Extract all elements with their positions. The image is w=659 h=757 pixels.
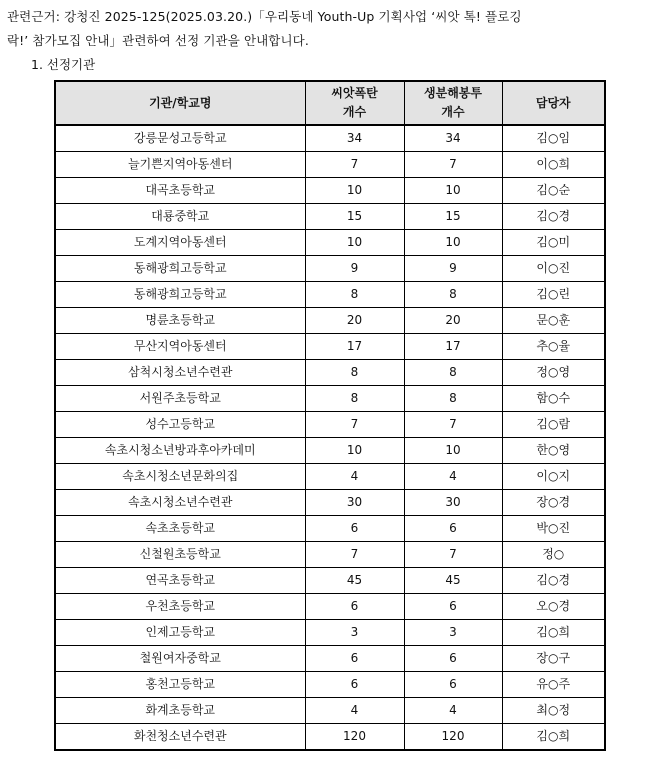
table-row xyxy=(55,308,605,334)
cell-manager: 정○ xyxy=(502,542,605,568)
cell-bag-count: 120 xyxy=(404,724,502,751)
cell-manager: 유○주 xyxy=(502,672,605,698)
cell-bag-count: 15 xyxy=(404,204,502,230)
header-seed-bomb-line-1: 씨앗폭탄 xyxy=(331,86,378,100)
cell-bag-count: 10 xyxy=(404,230,502,256)
cell-manager: 오○경 xyxy=(502,594,605,620)
cell-org-name: 삼척시청소년수련관 xyxy=(55,360,305,386)
header-bag-line-2: 개수 xyxy=(441,105,465,119)
intro-line-2: 락!’ 참가모집 안내」관련하여 선정 기관을 안내합니다. xyxy=(7,33,309,48)
cell-org-name: 서원주초등학교 xyxy=(55,386,305,412)
intro-line-1: 관련근거: 강청진 2025-125(2025.03.20.)「우리동네 Youth-Up 기획사업 ‘씨앗 톡! 플로깅 xyxy=(7,9,522,24)
table-row xyxy=(55,594,605,620)
cell-org-name: 성수고등학교 xyxy=(55,412,305,438)
table-row xyxy=(55,152,605,178)
header-bag-line-1: 생분해봉투 xyxy=(424,86,482,100)
cell-seed-bomb-count: 17 xyxy=(305,334,404,360)
cell-bag-count: 4 xyxy=(404,698,502,724)
table-row xyxy=(55,620,605,646)
cell-manager: 김○람 xyxy=(502,412,605,438)
cell-seed-bomb-count: 8 xyxy=(305,360,404,386)
cell-org-name: 강릉문성고등학교 xyxy=(55,125,305,152)
table-row xyxy=(55,282,605,308)
cell-seed-bomb-count: 45 xyxy=(305,568,404,594)
table-row xyxy=(55,516,605,542)
cell-org-name: 인제고등학교 xyxy=(55,620,305,646)
table-row xyxy=(55,490,605,516)
cell-seed-bomb-count: 120 xyxy=(305,724,404,751)
cell-org-name: 명륜초등학교 xyxy=(55,308,305,334)
table-row xyxy=(55,724,605,751)
table-row xyxy=(55,204,605,230)
cell-org-name: 속초시청소년수련관 xyxy=(55,490,305,516)
cell-org-name: 동해광희고등학교 xyxy=(55,256,305,282)
cell-bag-count: 4 xyxy=(404,464,502,490)
cell-seed-bomb-count: 6 xyxy=(305,672,404,698)
cell-manager: 장○경 xyxy=(502,490,605,516)
cell-seed-bomb-count: 6 xyxy=(305,516,404,542)
cell-seed-bomb-count: 10 xyxy=(305,438,404,464)
cell-org-name: 도계지역아동센터 xyxy=(55,230,305,256)
cell-seed-bomb-count: 7 xyxy=(305,542,404,568)
cell-manager: 김○임 xyxy=(502,125,605,152)
cell-bag-count: 6 xyxy=(404,516,502,542)
cell-manager: 김○경 xyxy=(502,568,605,594)
cell-bag-count: 8 xyxy=(404,386,502,412)
cell-bag-count: 45 xyxy=(404,568,502,594)
cell-org-name: 화계초등학교 xyxy=(55,698,305,724)
cell-manager: 한○영 xyxy=(502,438,605,464)
cell-seed-bomb-count: 8 xyxy=(305,282,404,308)
table-header-row xyxy=(55,81,605,125)
cell-bag-count: 7 xyxy=(404,412,502,438)
cell-manager: 김○경 xyxy=(502,204,605,230)
cell-manager: 김○미 xyxy=(502,230,605,256)
cell-org-name: 무산지역아동센터 xyxy=(55,334,305,360)
cell-manager: 최○정 xyxy=(502,698,605,724)
table-body xyxy=(55,125,605,750)
cell-seed-bomb-count: 20 xyxy=(305,308,404,334)
cell-bag-count: 6 xyxy=(404,672,502,698)
cell-bag-count: 10 xyxy=(404,178,502,204)
cell-manager: 이○진 xyxy=(502,256,605,282)
cell-org-name: 늘기쁜지역아동센터 xyxy=(55,152,305,178)
header-seed-bomb-line-2: 개수 xyxy=(342,105,367,119)
header-bag xyxy=(404,81,502,125)
table-row xyxy=(55,334,605,360)
cell-manager: 정○영 xyxy=(502,360,605,386)
intro-paragraph xyxy=(7,5,655,53)
cell-seed-bomb-count: 30 xyxy=(305,490,404,516)
cell-bag-count: 30 xyxy=(404,490,502,516)
cell-bag-count: 7 xyxy=(404,152,502,178)
cell-org-name: 우천초등학교 xyxy=(55,594,305,620)
cell-manager: 박○진 xyxy=(502,516,605,542)
cell-manager: 이○지 xyxy=(502,464,605,490)
cell-bag-count: 6 xyxy=(404,646,502,672)
cell-manager: 김○희 xyxy=(502,724,605,751)
table-row xyxy=(55,672,605,698)
cell-manager: 김○순 xyxy=(502,178,605,204)
table-row xyxy=(55,386,605,412)
table-row xyxy=(55,360,605,386)
cell-org-name: 홍천고등학교 xyxy=(55,672,305,698)
table-row xyxy=(55,256,605,282)
cell-manager: 김○린 xyxy=(502,282,605,308)
cell-seed-bomb-count: 6 xyxy=(305,594,404,620)
cell-org-name: 대곡초등학교 xyxy=(55,178,305,204)
cell-org-name: 속초시청소년문화의집 xyxy=(55,464,305,490)
cell-bag-count: 34 xyxy=(404,125,502,152)
cell-seed-bomb-count: 7 xyxy=(305,152,404,178)
selected-institutions-table xyxy=(54,80,606,751)
cell-seed-bomb-count: 6 xyxy=(305,646,404,672)
table-row xyxy=(55,542,605,568)
table-row xyxy=(55,698,605,724)
cell-bag-count: 20 xyxy=(404,308,502,334)
cell-org-name: 화천청소년수련관 xyxy=(55,724,305,751)
table-row xyxy=(55,646,605,672)
cell-bag-count: 8 xyxy=(404,282,502,308)
cell-bag-count: 10 xyxy=(404,438,502,464)
cell-manager: 김○희 xyxy=(502,620,605,646)
cell-bag-count: 3 xyxy=(404,620,502,646)
table-row xyxy=(55,178,605,204)
cell-seed-bomb-count: 4 xyxy=(305,464,404,490)
cell-seed-bomb-count: 7 xyxy=(305,412,404,438)
table-row xyxy=(55,464,605,490)
header-seed-bomb xyxy=(305,81,404,125)
cell-manager: 이○희 xyxy=(502,152,605,178)
table-row xyxy=(55,412,605,438)
cell-seed-bomb-count: 10 xyxy=(305,178,404,204)
cell-bag-count: 9 xyxy=(404,256,502,282)
table-row xyxy=(55,230,605,256)
cell-seed-bomb-count: 4 xyxy=(305,698,404,724)
cell-seed-bomb-count: 3 xyxy=(305,620,404,646)
cell-org-name: 동해광희고등학교 xyxy=(55,282,305,308)
cell-org-name: 연곡초등학교 xyxy=(55,568,305,594)
cell-org-name: 속초초등학교 xyxy=(55,516,305,542)
cell-seed-bomb-count: 15 xyxy=(305,204,404,230)
cell-seed-bomb-count: 10 xyxy=(305,230,404,256)
table-row xyxy=(55,438,605,464)
cell-org-name: 속초시청소년방과후아카데미 xyxy=(55,438,305,464)
cell-seed-bomb-count: 8 xyxy=(305,386,404,412)
cell-org-name: 대룡중학교 xyxy=(55,204,305,230)
cell-manager: 추○율 xyxy=(502,334,605,360)
cell-manager: 장○구 xyxy=(502,646,605,672)
cell-bag-count: 7 xyxy=(404,542,502,568)
cell-bag-count: 17 xyxy=(404,334,502,360)
section-title: 1. 선정기관 xyxy=(31,57,96,72)
cell-bag-count: 8 xyxy=(404,360,502,386)
table-row xyxy=(55,125,605,152)
cell-manager: 문○훈 xyxy=(502,308,605,334)
header-manager: 담당자 xyxy=(502,81,605,125)
cell-org-name: 철원여자중학교 xyxy=(55,646,305,672)
table-row xyxy=(55,568,605,594)
cell-seed-bomb-count: 34 xyxy=(305,125,404,152)
header-org: 기관/학교명 xyxy=(55,81,305,125)
cell-manager: 함○수 xyxy=(502,386,605,412)
cell-org-name: 신철원초등학교 xyxy=(55,542,305,568)
cell-bag-count: 6 xyxy=(404,594,502,620)
cell-seed-bomb-count: 9 xyxy=(305,256,404,282)
